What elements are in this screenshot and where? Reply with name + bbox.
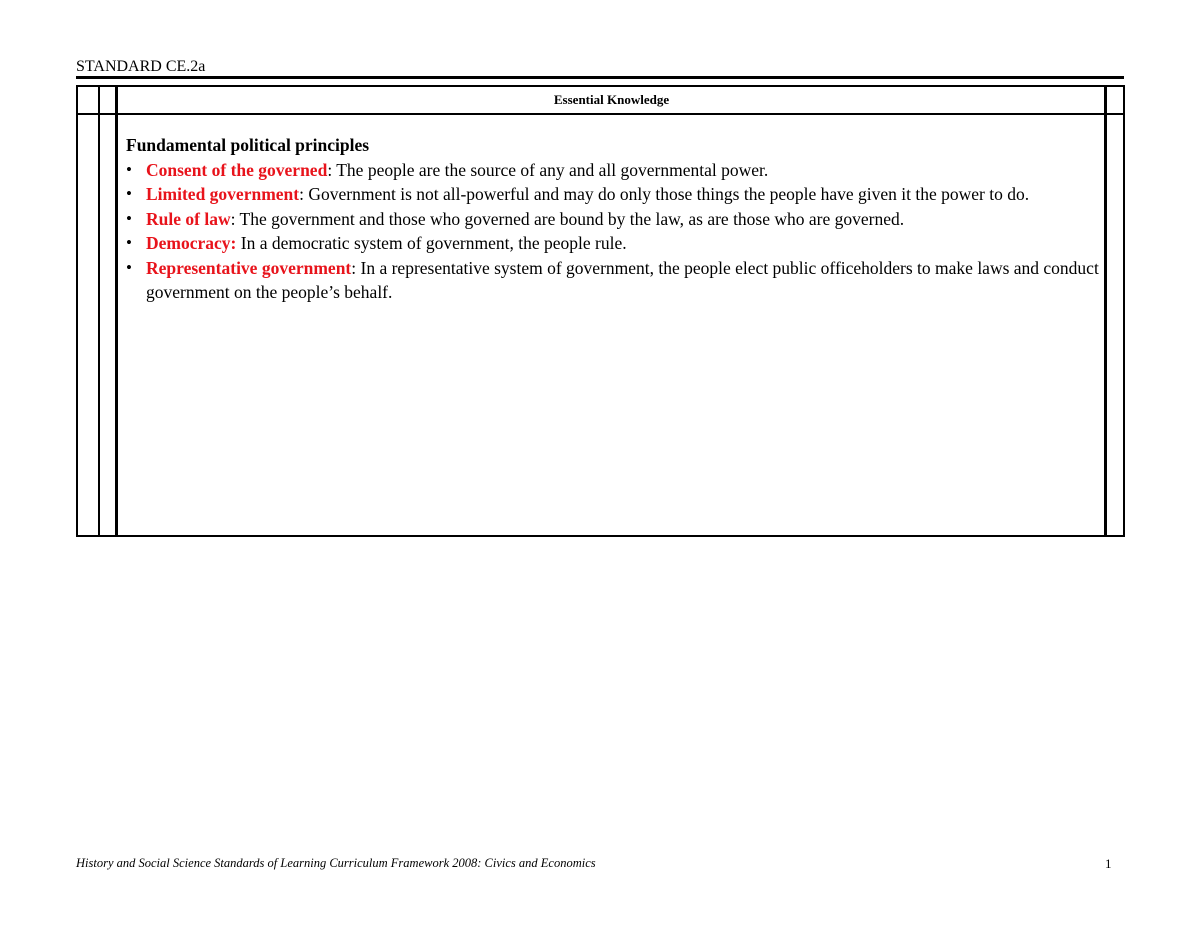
principle-description: The people are the source of any and all governmental power. xyxy=(332,159,769,180)
standard-title: STANDARD CE.2a xyxy=(76,58,206,75)
principle-term: Rule of law xyxy=(146,208,231,229)
bullet-icon: • xyxy=(126,184,132,203)
column-divider-3 xyxy=(1104,87,1107,535)
principle-separator: : xyxy=(230,208,236,229)
principle-description: In a representative system of government, the people elect public officeholders to make laws and conduct government on the people’s behalf. xyxy=(146,257,1099,302)
column-divider-2 xyxy=(115,87,118,535)
principle-description: Government is not all-powerful and may do only those things the people have given it the power to do. xyxy=(303,184,1030,204)
header-divider xyxy=(78,113,1123,115)
section-heading: Fundamental political principles xyxy=(126,135,370,155)
principle-term: Representative government xyxy=(146,257,352,278)
essential-knowledge-table xyxy=(76,85,1125,537)
bullet-icon: • xyxy=(126,257,132,277)
page-number: 1 xyxy=(1105,856,1112,871)
principle-item xyxy=(126,207,1099,232)
principle-term: Consent of the governed xyxy=(146,159,328,180)
principles-list xyxy=(126,158,1099,305)
column-divider-1 xyxy=(98,87,100,535)
bullet-icon: • xyxy=(126,159,132,179)
bullet-icon: • xyxy=(126,233,132,252)
principle-term: Democracy: xyxy=(146,233,237,253)
principle-item xyxy=(126,231,1099,256)
principle-description: In a democratic system of government, the people rule. xyxy=(236,233,627,253)
table-content xyxy=(126,133,1099,305)
principle-item xyxy=(126,158,1099,183)
footer-text: History and Social Science Standards of Learning Curriculum Framework 2008: Civics and Economics xyxy=(76,856,596,870)
column-header: Essential Knowledge xyxy=(553,92,670,107)
principle-description: The government and those who governed are bound by the law, as are those who are governed. xyxy=(235,208,905,229)
principle-separator: : xyxy=(299,184,304,204)
bullet-icon: • xyxy=(126,208,132,228)
title-rule xyxy=(76,76,1124,79)
principle-separator: : xyxy=(351,257,357,278)
principle-separator: : xyxy=(327,159,333,180)
principle-item xyxy=(126,256,1099,305)
principle-term: Limited government xyxy=(146,184,300,204)
principle-item xyxy=(126,182,1099,207)
